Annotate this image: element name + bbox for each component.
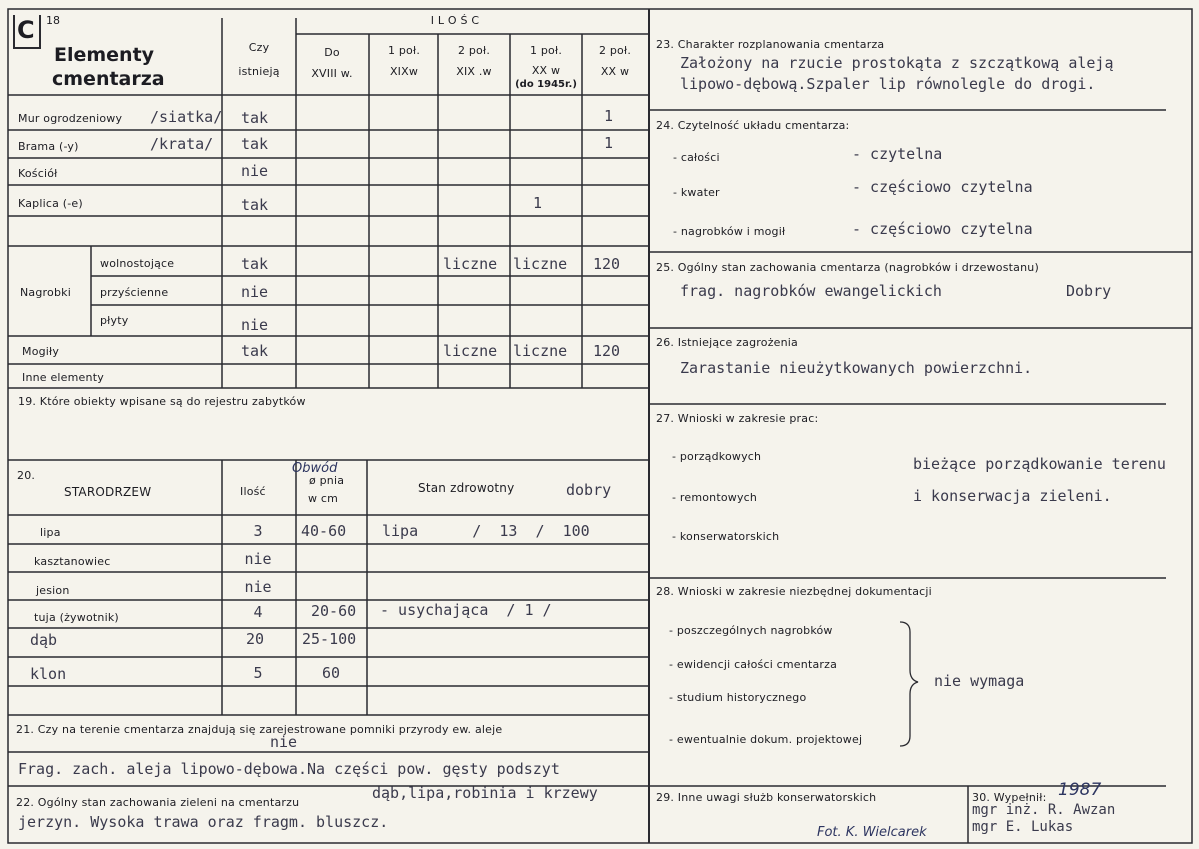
col-header-1pol-xx: 1 poł. — [529, 44, 563, 57]
q22-label: 22. Ogólny stan zachowania zieleni na cmentarzu — [16, 796, 300, 809]
q28-item: - poszczególnych nagrobków — [669, 624, 833, 637]
header-title-line2: cmentarza — [52, 68, 165, 90]
q27-item: - konserwatorskich — [672, 530, 780, 543]
trees-stan-value: dobry — [566, 481, 612, 499]
tree-size: 20-60 — [311, 602, 357, 620]
trees-header-obwod: Obwód — [292, 461, 338, 476]
q24-item-value: - częściowo czytelna — [852, 220, 1033, 238]
tree-size: 25-100 — [302, 630, 357, 648]
row-xix2-wolnostojace: liczne — [443, 255, 498, 273]
row-xx1-kaplica: 1 — [533, 194, 543, 212]
q25-value: frag. nagrobków ewangelickich — [680, 282, 942, 300]
row-xx2-mogily: 120 — [593, 342, 621, 360]
row-label-kaplica: Kaplica (-e) — [18, 197, 83, 210]
q30-name1: mgr inż. R. Awzan — [972, 802, 1116, 818]
q24-item-label: - kwater — [673, 186, 720, 199]
row-label-przyscienne: przyścienne — [100, 286, 169, 299]
card-number: 18 — [46, 14, 60, 27]
row-label-nagrobki: Nagrobki — [20, 286, 71, 299]
q22-line1: dąb,lipa,robinia i krzewy — [372, 784, 598, 802]
q27-label: 27. Wnioski w zakresie prac: — [656, 412, 819, 425]
row-exists-plyty: nie — [241, 316, 269, 334]
q26-value: Zarastanie nieużytkowanych powierzchni. — [680, 359, 1033, 377]
row-xx1-wolnostojace: liczne — [513, 255, 568, 273]
q27-value2: i konserwacja zieleni. — [913, 487, 1112, 505]
row-exists-mur: tak — [241, 109, 269, 127]
col-header-xix-a: XIXw — [389, 65, 419, 78]
trees-header-pnia: ø pnia — [309, 474, 345, 487]
q23-line2: lipowo-dębową.Szpaler lip równolegle do drogi. — [680, 75, 1096, 93]
row-label-mogily: Mogiły — [22, 345, 60, 358]
row-exists-kosciol: nie — [241, 162, 269, 180]
q29-label: 29. Inne uwagi służb konserwatorskich — [656, 791, 877, 804]
row-note-mur: /siatka/ — [150, 108, 223, 126]
row-label-wolnostojace: wolnostojące — [100, 257, 175, 270]
q30-label: 30. Wypełnił: — [972, 791, 1047, 804]
q21-answer: nie — [270, 733, 298, 751]
q27-item: - porządkowych — [672, 450, 762, 463]
q24-label: 24. Czytelność układu cmentarza: — [656, 119, 850, 132]
q22-line2: jerzyn. Wysoka trawa oraz fragm. bluszcz. — [18, 813, 389, 831]
photographer-signature: Fot. K. Wielcarek — [817, 825, 927, 840]
q24-item-label: - całości — [673, 151, 720, 164]
tree-name: dąb — [30, 631, 58, 649]
q28-value: nie wymaga — [934, 672, 1025, 690]
trees-number: 20. — [17, 469, 36, 482]
trees-header-name: STARODRZEW — [64, 485, 152, 499]
tree-count: nie — [244, 578, 272, 596]
tree-status: lipa / 13 / 100 — [382, 522, 590, 540]
header-istnieja: istnieją — [238, 65, 280, 78]
tree-count: 5 — [253, 664, 263, 682]
row-xix2-mogily: liczne — [443, 342, 498, 360]
row-label-kosciol: Kościół — [18, 167, 58, 180]
q24-item-value: - częściowo czytelna — [852, 178, 1033, 196]
col-header-2pol-xix: 2 poł. — [457, 44, 491, 57]
tree-name: tuja (żywotnik) — [34, 611, 119, 624]
col-header-1pol-xix: 1 poł. — [387, 44, 421, 57]
q30-year: 1987 — [1058, 780, 1102, 800]
row-label-mur: Mur ogrodzeniowy — [18, 112, 123, 125]
col-header-xx-a: XX w — [531, 64, 561, 77]
q30-name2: mgr E. Lukas — [972, 819, 1074, 835]
tree-size: 60 — [322, 664, 341, 682]
tree-name: jesion — [36, 584, 70, 597]
trees-header-wcm: w cm — [308, 492, 339, 505]
tree-count: 3 — [253, 522, 263, 540]
tree-size: 40-60 — [301, 522, 347, 540]
q26-label: 26. Istniejące zagrożenia — [656, 336, 799, 349]
q27-value1: bieżące porządkowanie terenu — [913, 455, 1166, 473]
tree-name: lipa — [40, 526, 61, 539]
q25-label: 25. Ogólny stan zachowania cmentarza (nagrobków i drzewostanu) — [656, 261, 1039, 274]
q25-value2: Dobry — [1066, 282, 1112, 300]
row-xx1-mogily: liczne — [513, 342, 568, 360]
header-czy: Czy — [248, 41, 270, 54]
q28-label: 28. Wnioski w zakresie niezbędnej dokumentacji — [656, 585, 932, 598]
col-header-2pol-xx: 2 poł. — [598, 44, 632, 57]
header-title-line1: Elementy — [54, 44, 155, 66]
tree-name: kasztanowiec — [34, 555, 111, 568]
row-exists-kaplica: tak — [241, 196, 269, 214]
row-exists-brama: tak — [241, 135, 269, 153]
col-header-xx-b: XX w — [600, 65, 630, 78]
trees-header-count: Ilość — [240, 485, 266, 498]
row-note-brama: /krata/ — [150, 135, 214, 153]
header-ilosc: I L O Ś C — [430, 14, 480, 27]
q19-label: 19. Które obiekty wpisane są do rejestru zabytków — [18, 395, 306, 408]
row-label-brama: Brama (-y) — [18, 140, 79, 153]
row-label-plyty: płyty — [100, 314, 129, 327]
tree-count: 4 — [253, 603, 263, 621]
row-exists-przyscienne: nie — [241, 283, 269, 301]
card-letter: C — [17, 16, 35, 44]
q21-label: 21. Czy na terenie cmentarza znajdują się zarejestrowane pomniki przyrody ew. aleje — [16, 723, 503, 736]
q21-note: Frag. zach. aleja lipowo-dębowa.Na części pow. gęsty podszyt — [18, 760, 560, 778]
q24-item-value: - czytelna — [852, 145, 943, 163]
q23-label: 23. Charakter rozplanowania cmentarza — [656, 38, 885, 51]
tree-status: - usychająca / 1 / — [380, 601, 552, 619]
row-exists-mogily: tak — [241, 342, 269, 360]
q28-item: - studium historycznego — [669, 691, 807, 704]
q27-item: - remontowych — [672, 491, 758, 504]
q23-line1: Założony na rzucie prostokąta z szczątkową aleją — [680, 54, 1114, 72]
q24-item-label: - nagrobków i mogił — [673, 225, 786, 238]
col-header-xix-b: XIX .w — [456, 65, 492, 78]
q28-item: - ewidencji całości cmentarza — [669, 658, 838, 671]
tree-count: nie — [244, 550, 272, 568]
tree-name: klon — [30, 665, 67, 683]
col-header-xviii: XVIII w. — [311, 67, 353, 80]
col-header-do: Do — [324, 46, 340, 59]
row-xx2-mur: 1 — [604, 107, 614, 125]
row-xx2-brama: 1 — [604, 134, 614, 152]
q28-item: - ewentualnie dokum. projektowej — [669, 733, 863, 746]
trees-header-stan: Stan zdrowotny — [418, 481, 515, 495]
row-label-inne: Inne elementy — [22, 371, 104, 384]
tree-count: 20 — [245, 630, 265, 648]
row-exists-wolnostojace: tak — [241, 255, 269, 273]
col-header-do1945: (do 1945r.) — [515, 79, 577, 90]
row-xx2-wolnostojace: 120 — [593, 255, 621, 273]
